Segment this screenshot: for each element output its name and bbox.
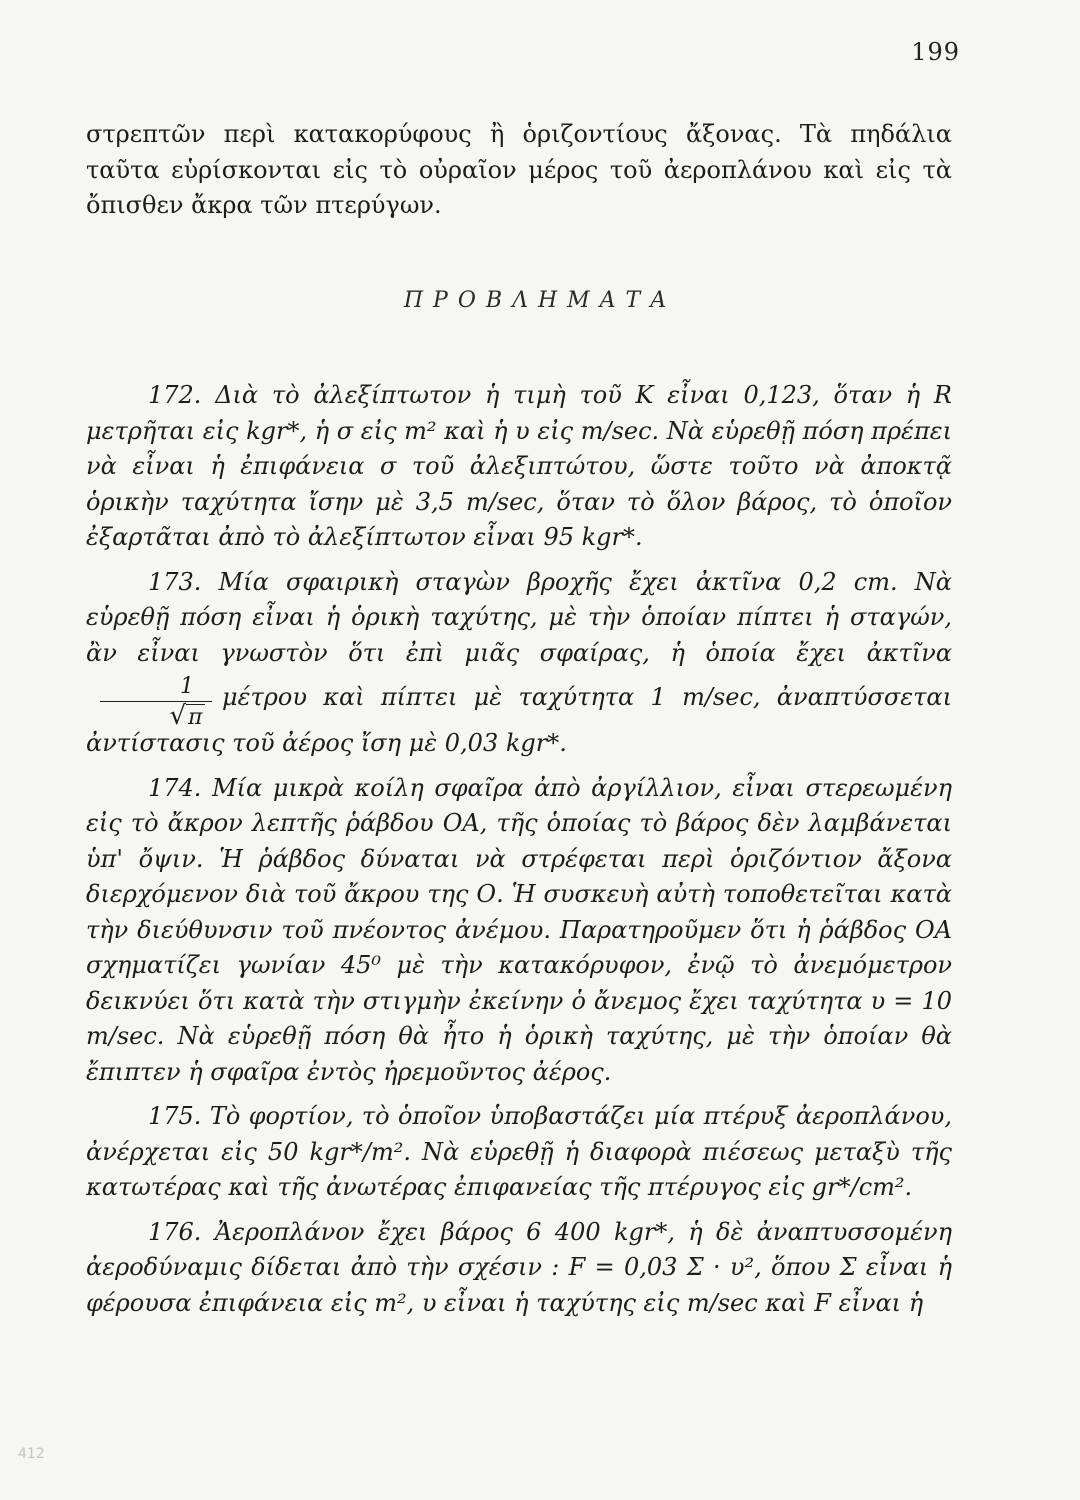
problem-text: Ἀεροπλάνον ἔχει βάρος 6 400 kgr*, ἡ δὲ ἀναπτυσσομένη ἀεροδύναμις δίδεται ἀπὸ τὴν σχέσιν : F = 0,03 Σ · υ², ὅπου Σ εἶναι ἡ φέρουσα ἐπιφάνεια εἰς m², υ εἶναι ἡ ταχύτης εἰς m/sec καὶ F εἶναι ἡ — [86, 1217, 952, 1317]
problem-172 — [86, 378, 952, 556]
square-root-icon: √ — [169, 701, 187, 731]
problem-text-part-1: Μία σφαιρικὴ σταγὼν βροχῆς ἔχει ἀκτῖνα 0,2 cm. Νὰ εὑρεθῇ πόση εἶναι ἡ ὁρικὴ ταχύτης, μὲ τὴν ὁποίαν πίπτει ἡ σταγών, ἂν εἶναι γνωστὸν ὅτι ἐπὶ μιᾶς σφαίρας, ἡ ὁποία ἔχει ἀκτῖνα — [86, 567, 952, 667]
fraction-one-over-sqrt-pi — [100, 675, 212, 730]
problem-173 — [86, 565, 952, 762]
problem-text: Μία μικρὰ κοίλη σφαῖρα ἀπὸ ἀργίλλιον, εἶναι στερεωμένη εἰς τὸ ἄκρον λεπτῆς ῥάβδου ΟΑ, τῆς ὁποίας τὸ βάρος δὲν λαμβάνεται ὑπ' ὄψιν. Ἡ ῥάβδος δύναται νὰ στρέφεται περὶ ὁριζόντιον ἄξονα διερχόμενον διὰ τοῦ ἄκρου της Ο. Ἡ συσκευὴ αὐτὴ τοποθετεῖται κατὰ τὴν διεύθυνσιν τοῦ πνέοντος ἀνέμου. Παρατηροῦμεν ὅτι ἡ ῥάβδος ΟΑ σχηματίζει γωνίαν 45⁰ μὲ τὴν κατακόρυφον, ἐνῷ τὸ ἀνεμόμετρον δεικνύει ὅτι κατὰ τὴν στιγμὴν ἐκείνην ὁ ἄνεμος ἔχει ταχύτητα υ = 10 m/sec. Νὰ εὑρεθῇ πόση θὰ ἦτο ἡ ὁρικὴ ταχύτης, μὲ τὴν ὁποίαν θὰ ἔπιπτεν ἡ σφαῖρα ἐντὸς ἠρεμοῦντος ἀέρος. — [86, 773, 952, 1086]
problem-number: 175. — [148, 1102, 202, 1130]
problem-174 — [86, 771, 952, 1091]
problems-list — [86, 378, 952, 1330]
problem-text: Τὸ φορτίον, τὸ ὁποῖον ὑποβαστάζει μία πτέρυξ ἀεροπλάνου, ἀνέρχεται εἰς 50 kgr*/m². Νὰ εὑρεθῇ ἡ διαφορὰ πιέσεως μεταξὺ τῆς κατωτέρας καὶ τῆς ἀνωτέρας ἐπιφανείας τῆς πτέρυγος εἰς gr*/cm². — [86, 1102, 952, 1201]
page-number: 199 — [911, 38, 960, 66]
problem-176 — [86, 1215, 952, 1322]
problem-number: 172. — [148, 381, 202, 409]
intro-paragraph: στρεπτῶν περὶ κατακορύφους ἢ ὁριζοντίους ἄξονας. Τὰ πηδάλια ταῦτα εὑρίσκονται εἰς τὸ οὐραῖον μέρος τοῦ ἀεροπλάνου καὶ εἰς τὰ ὄπισθεν ἄκρα τῶν πτερύγων. — [86, 120, 952, 219]
problem-number: 174. — [148, 773, 202, 802]
problem-number: 176. — [148, 1217, 202, 1246]
problem-text-part-2: μέτρου καὶ πίπτει μὲ ταχύτητα 1 m/sec, ἀναπτύσσεται ἀντίστασις τοῦ ἀέρος ἴση μὲ 0,03 kgr*. — [86, 683, 952, 757]
problem-text: Διὰ τὸ ἀλεξίπτωτον ἡ τιμὴ τοῦ K εἶναι 0,123, ὅταν ἡ R μετρῆται εἰς kgr*, ἡ σ εἰς m² καὶ ἡ υ εἰς m/sec. Νὰ εὑρεθῇ πόση πρέπει νὰ εἶναι ἡ ἐπιφάνεια σ τοῦ ἀλεξιπτώτου, ὥστε τοῦτο νὰ ἀποκτᾷ ὁρικὴν ταχύτητα ἴσην μὲ 3,5 m/sec, ὅταν τὸ ὅλον βάρος, τὸ ὁποῖον ἐξαρτᾶται ἀπὸ τὸ ἀλεξίπτωτον εἶναι 95 kgr*. — [86, 381, 952, 551]
fraction-denominator — [107, 702, 204, 730]
section-heading: ΠΡΟΒΛΗΜΑΤΑ — [403, 288, 677, 313]
fraction-numerator: 1 — [100, 675, 212, 702]
margin-mark: 412 — [18, 1446, 45, 1462]
radicand: π — [188, 705, 203, 730]
problem-number: 173. — [148, 567, 202, 596]
problem-175 — [86, 1099, 952, 1206]
